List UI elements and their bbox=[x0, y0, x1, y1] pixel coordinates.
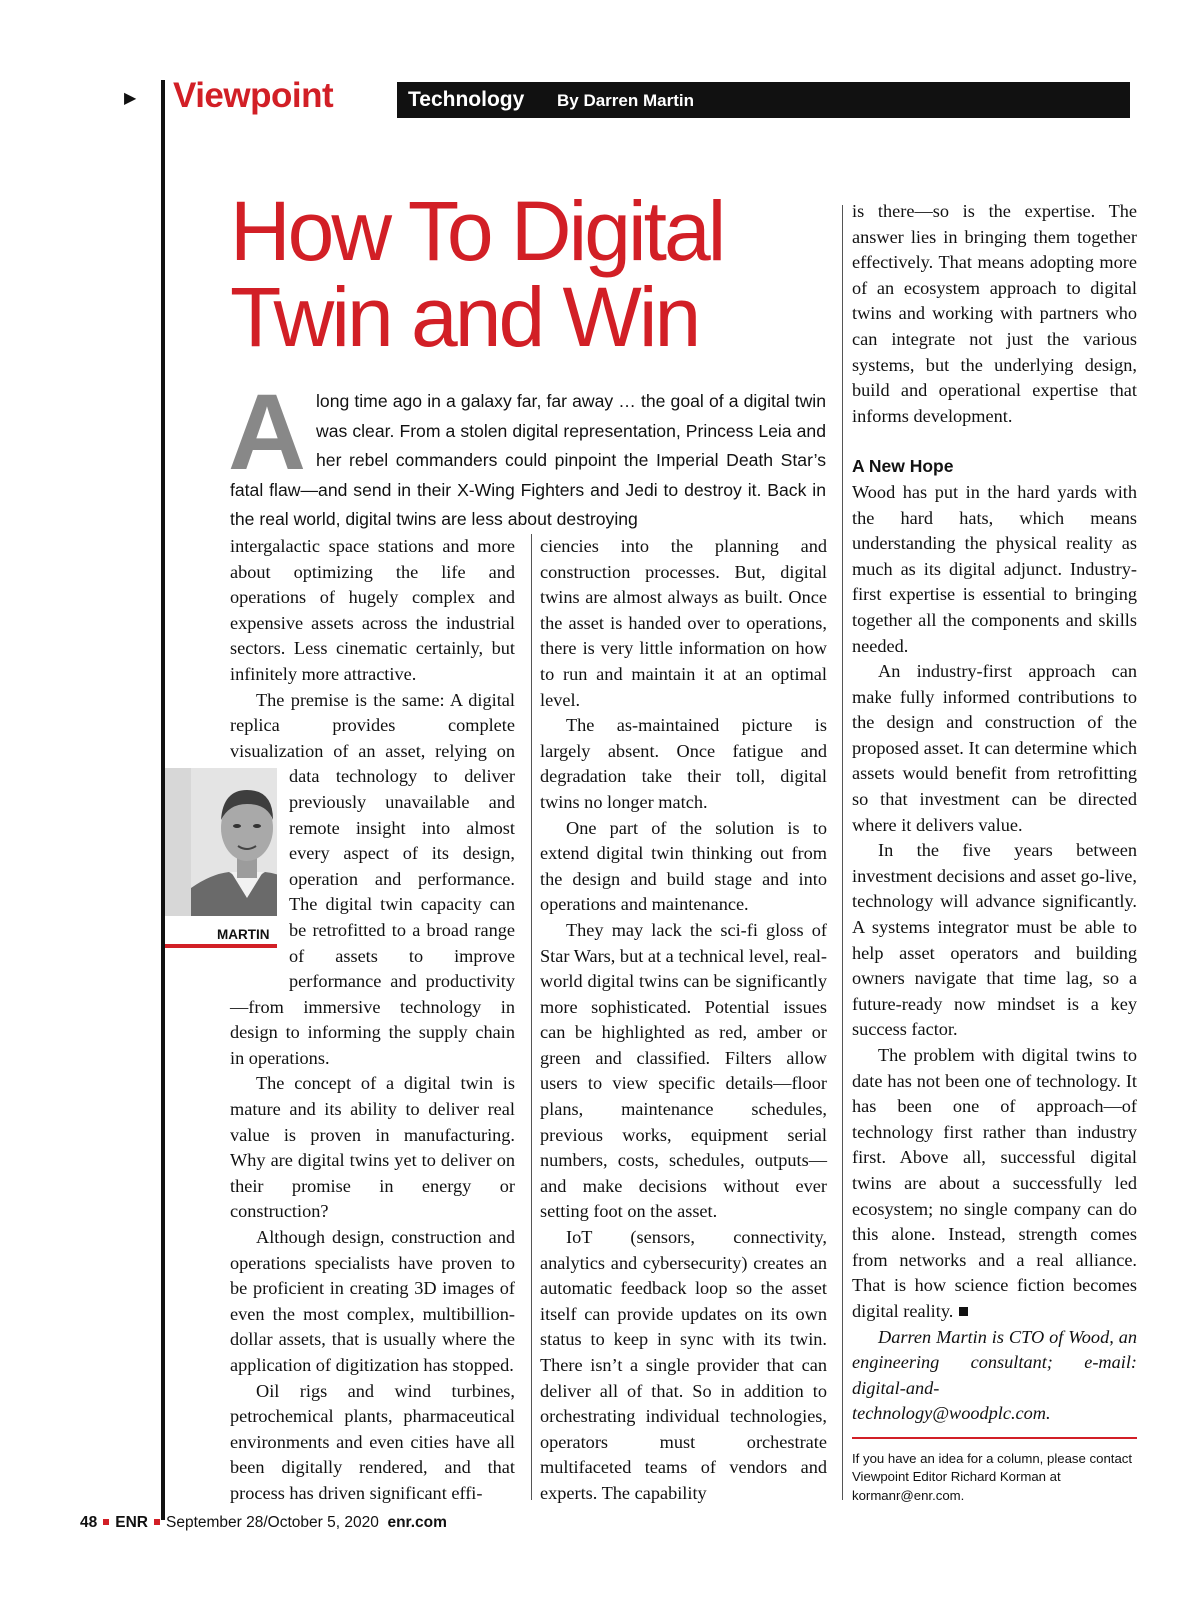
drop-cap: A bbox=[228, 371, 306, 492]
paragraph-lead: The premise is the same: A digital replica provides complete visualization of an asset, relying on data bbox=[230, 689, 515, 787]
headline-line-2: Twin and Win bbox=[230, 270, 699, 364]
triangle-right-icon: ▶ bbox=[124, 88, 137, 107]
column-contact-note: If you have an idea for a column, please contact Viewpoint Editor Richard Korman at kormanr@enr.com. bbox=[852, 1450, 1133, 1503]
paragraph: ciencies into the planning and construction processes. But, digital twins are almost always as built. Once the asset is handed over to operations, there is very little information on how to run and maintain it at an optimal level. bbox=[540, 536, 827, 710]
paragraph: One part of the solution is to extend digital twin thinking out from the design and build stage and into operations and maintenance. bbox=[540, 817, 827, 915]
deck-text: long time ago in a galaxy far, far away … the goal of a digital twin was clear. From a stolen digital representation, Princess Leia and her rebel commanders could pinpoint the Imperial Death Star’s fatal flaw—and send in their X-Wing Fighters and Jedi to destroy it. Back in the real world, digital twins are less about destroying bbox=[230, 391, 826, 530]
paragraph: Oil rigs and wind turbines, petrochemical plants, pharmaceutical environments and even cities have all been digitally rendered, and that process has driven significant effi- bbox=[230, 1380, 515, 1503]
paragraph bbox=[852, 1043, 1137, 1325]
byline: By Darren Martin bbox=[557, 91, 694, 110]
category-label: Technology bbox=[408, 88, 525, 111]
page-footer bbox=[80, 1513, 447, 1533]
bullet-icon bbox=[154, 1519, 160, 1525]
section-title: Viewpoint bbox=[173, 76, 334, 115]
paragraph: The concept of a digital twin is mature and its ability to deliver real value is proven in manufacturing. Why are digital twins yet to deliver on their promise in energy or construction? bbox=[230, 1073, 515, 1222]
author-bio: Darren Martin is CTO of Wood, an engineering consultant; e-mail: digital-and-technology@woodplc.com. bbox=[852, 1326, 1137, 1424]
column-rule bbox=[842, 205, 843, 1500]
header-bar bbox=[397, 82, 1130, 118]
bio-rule bbox=[852, 1437, 1137, 1439]
page-number: 48 bbox=[80, 1514, 98, 1531]
article-column-1 bbox=[217, 534, 515, 1507]
deck-intro bbox=[228, 371, 826, 535]
paragraph-rest: technology to deliver previously unavailable and remote insight into almost every aspect of its design, operation and performance. The digital twin capacity can be retrofitted to a broad range of assets to improve performance and productivity—from immersive technology in design to informing the supply chain in operations. bbox=[230, 766, 515, 1068]
column-rule bbox=[531, 534, 532, 1500]
paragraph: They may lack the sci-fi gloss of Star Wars, but at a technical level, real-world digital twins can be significantly more sophisticated. Potential issues can be highlighted as red, amber or green and classified. Filters allow users to view specific details—floor plans, maintenance schedules, previous works, equipment serial numbers, costs, schedules, outputs—and make decisions without ever setting foot on the asset. bbox=[540, 919, 828, 1222]
article-column-3 bbox=[852, 199, 1137, 1505]
end-mark-icon bbox=[959, 1307, 968, 1316]
paragraph: In the five years between investment decisions and asset go-live, technology will advance significantly. A systems integrator must be able to help asset operators and building owners navigate that time lag, so a future-ready now mindset is a key success factor. bbox=[852, 840, 1137, 1040]
paragraph: is there—so is the expertise. The answer lies in bringing them together effectively. That means adopting more of an ecosystem approach to digital twins and working with partners who can integrate not just the various systems, but the underlying design, build and operational expertise that informs development. bbox=[852, 201, 1137, 426]
subhead: A New Hope bbox=[852, 456, 954, 477]
paragraph: intergalactic space stations and more about optimizing the life and operations of hugely complex and expensive assets across the industrial sectors. Less cinematic certainly, but infinitely more attractive. bbox=[230, 536, 515, 684]
paragraph-text: The problem with digital twins to date has not been one of technology. It has been one of approach—of technology first rather than industry first. Above all, successful digital twins are about a successfully led ecosystem; no single company can do this alone. Instead, strength comes from networks and a real alliance. That is how science fiction becomes digital reality. bbox=[852, 1045, 1137, 1321]
paragraph: An industry-first approach can make fully informed contributions to the design and construction of the proposed asset. It can determine which assets would benefit from retrofitting so that investment can be directed where it delivers value. bbox=[852, 661, 1137, 835]
issue-date: September 28/October 5, 2020 bbox=[165, 1514, 379, 1531]
paragraph bbox=[217, 688, 515, 1072]
headline bbox=[230, 184, 810, 364]
magazine-name: ENR bbox=[115, 1514, 148, 1531]
paragraph: Wood has put in the hard yards with the hard hats, which means understanding the physical reality as much as its digital adjunct. Industry-first expertise is essential to bringing together all the components and skills needed. bbox=[852, 481, 1137, 656]
article-column-2 bbox=[540, 534, 827, 1507]
paragraph: Although design, construction and operations specialists have proven to be proficient in creating 3D images of even the most complex, multibillion-dollar assets, that is usually where the application of digitization has stopped. bbox=[230, 1227, 515, 1375]
author-portrait-icon bbox=[165, 768, 277, 916]
site-url: enr.com bbox=[387, 1514, 447, 1531]
paragraph: The as-maintained picture is largely absent. Once fatigue and degradation take their toll, digital twins no longer match. bbox=[540, 715, 827, 812]
bullet-icon bbox=[103, 1519, 109, 1525]
photo-caption: MARTIN bbox=[217, 927, 270, 943]
paragraph: IoT (sensors, connectivity, analytics and cybersecurity) creates an automatic feedback loop so the asset itself can provide updates on its own status to keep in sync with its twin. There isn’t a single provider that can deliver all of that. So in addition to orchestrating individual technologies, operators must orchestrate multifaceted teams of vendors and experts. The capability bbox=[540, 1227, 827, 1503]
author-photo-block bbox=[165, 768, 277, 966]
headline-line-1: How To Digital bbox=[230, 184, 724, 278]
